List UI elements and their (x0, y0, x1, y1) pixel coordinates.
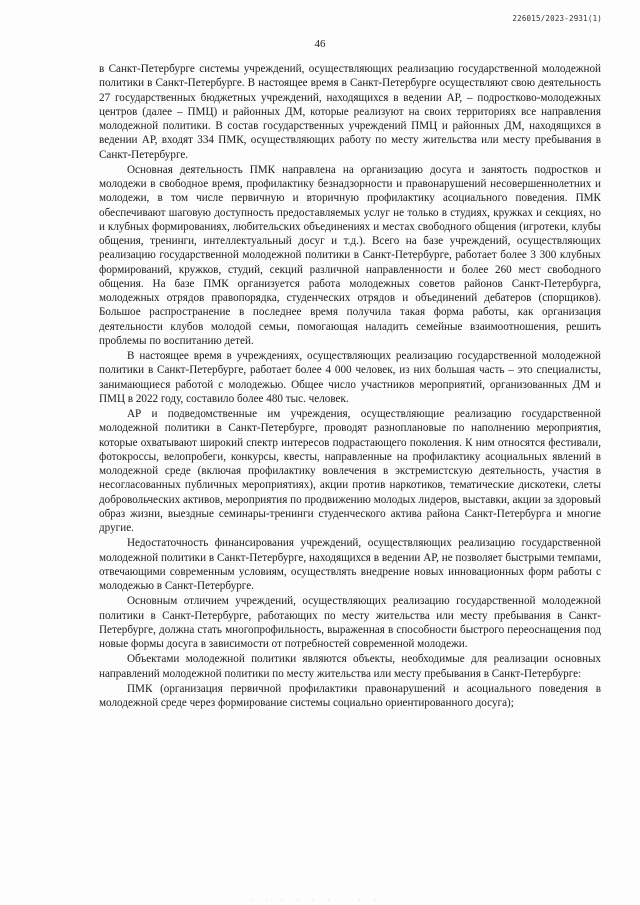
body-text (99, 62, 601, 710)
page-number: 46 (314, 38, 326, 50)
paragraph-7: Объектами молодежной политики являются объекты, необходимые для реализации основных направлений молодежной политики по месту жительства или месту пребывания в Санкт-Петербурге: (99, 653, 601, 680)
paragraph-6: Основным отличием учреждений, осуществляющих реализацию государственной молодежной политики в Санкт-Петербурге, работающих по месту жительства или месту пребывания в Санкт-Петербурге, должна стать многопрофильность, выраженная в способности быстрого переоснащения под новые формы досуга в зависимости от потребностей современной молодежи. (99, 595, 601, 650)
paragraph-5: Недостаточность финансирования учреждений, осуществляющих реализацию государственной молодежной политики в Санкт-Петербурге, находящихся в ведении АР, не позволяет быстрыми темпами, отвечающими современным условиям, осуществлять внедрение новых инновационных форм работы с молодежью в Санкт-Петербурге. (99, 537, 601, 592)
paragraph-4: АР и подведомственные им учреждения, осуществляющие реализацию государственной молодежной политики в Санкт-Петербурге, проводят разноплановые по наполнению мероприятия, которые охватывают широкий спектр интересов подрастающего поколения. К ним относятся фестивали, фотокроссы, велопробеги, конкурсы, квесты, направленные на профилактику асоциальных явлений в молодежной среде (включая профилактику вовлечения в экстремистскую деятельность, участия в несогласованных публичных мероприятиях), акции против наркотиков, тематические дискотеки, слеты добровольческих активов, мероприятия по продвижению молодых лидеров, выставки, акции за здоровый образ жизни, выездные семинары-тренинги студенческого актива района Санкт-Петербурга и многие другие. (99, 408, 601, 534)
scan-artifact: · · · · · · · · · (250, 898, 382, 904)
paragraph-8: ПМК (организация первичной профилактики правонарушений и асоциального поведения в молодежной среде через формирование системы социально ориентированного досуга); (99, 682, 601, 709)
paragraph-3: В настоящее время в учреждениях, осуществляющих реализацию государственной молодежной политики в Санкт-Петербурге, работает более 4 000 человек, из них большая часть – это специалисты, занимающиеся работой с молодежью. Общее число участников мероприятий, организованных ДМ и ПМЦ в 2022 году, составило более 480 тыс. человек. (99, 350, 601, 405)
document-id: 226015/2023-2931(1) (512, 14, 602, 23)
paragraph-2: Основная деятельность ПМК направлена на организацию досуга и занятость подростков и молодежи в свободное время, профилактику безнадзорности и правонарушений несовершеннолетних и молодежи, в том числе первичную и вторичную профилактику асоциального поведения. ПМК обеспечивают шаговую доступность предоставляемых услуг не только в студиях, кружках и секциях, но и клубных формированиях, любительских объединениях и местах свободного общения (игротеки, клубы общения, тренинги, интеллектуальный досуг и т.д.). Всего на базе учреждений, осуществляющих реализацию государственной молодежной политики в Санкт-Петербурге, работает более 3 300 клубных формирований, кружков, студий, секций различной направленности и более 260 мест свободного общения. На базе ПМК организуется работа молодежных советов районов Санкт-Петербурга, молодежных отрядов правопорядка, студенческих отрядов и объединений дебатеров (спорщиков). Большое распространение в последнее время получила такая форма работы, как организация деятельности клубов молодой семьи, помогающая наладить семейные взаимоотношения, решить проблемы по воспитанию детей. (99, 163, 601, 347)
paragraph-1: в Санкт-Петербурге системы учреждений, осуществляющих реализацию государственной молодежной политики в Санкт-Петербурге. В настоящее время в Санкт-Петербурге осуществляют свою деятельность 27 государственных бюджетных учреждений, находящихся в ведении АР, – подростково-молодежных центров (далее – ПМЦ) и районных ДМ, которые реализуют на своих территориях все направления молодежной политики. В состав государственных учреждений ПМЦ и районных ДМ, находящихся в ведении АР, входят 334 ПМК, осуществляющих работу по месту жительства или месту пребывания в Санкт-Петербурге. (99, 63, 601, 161)
